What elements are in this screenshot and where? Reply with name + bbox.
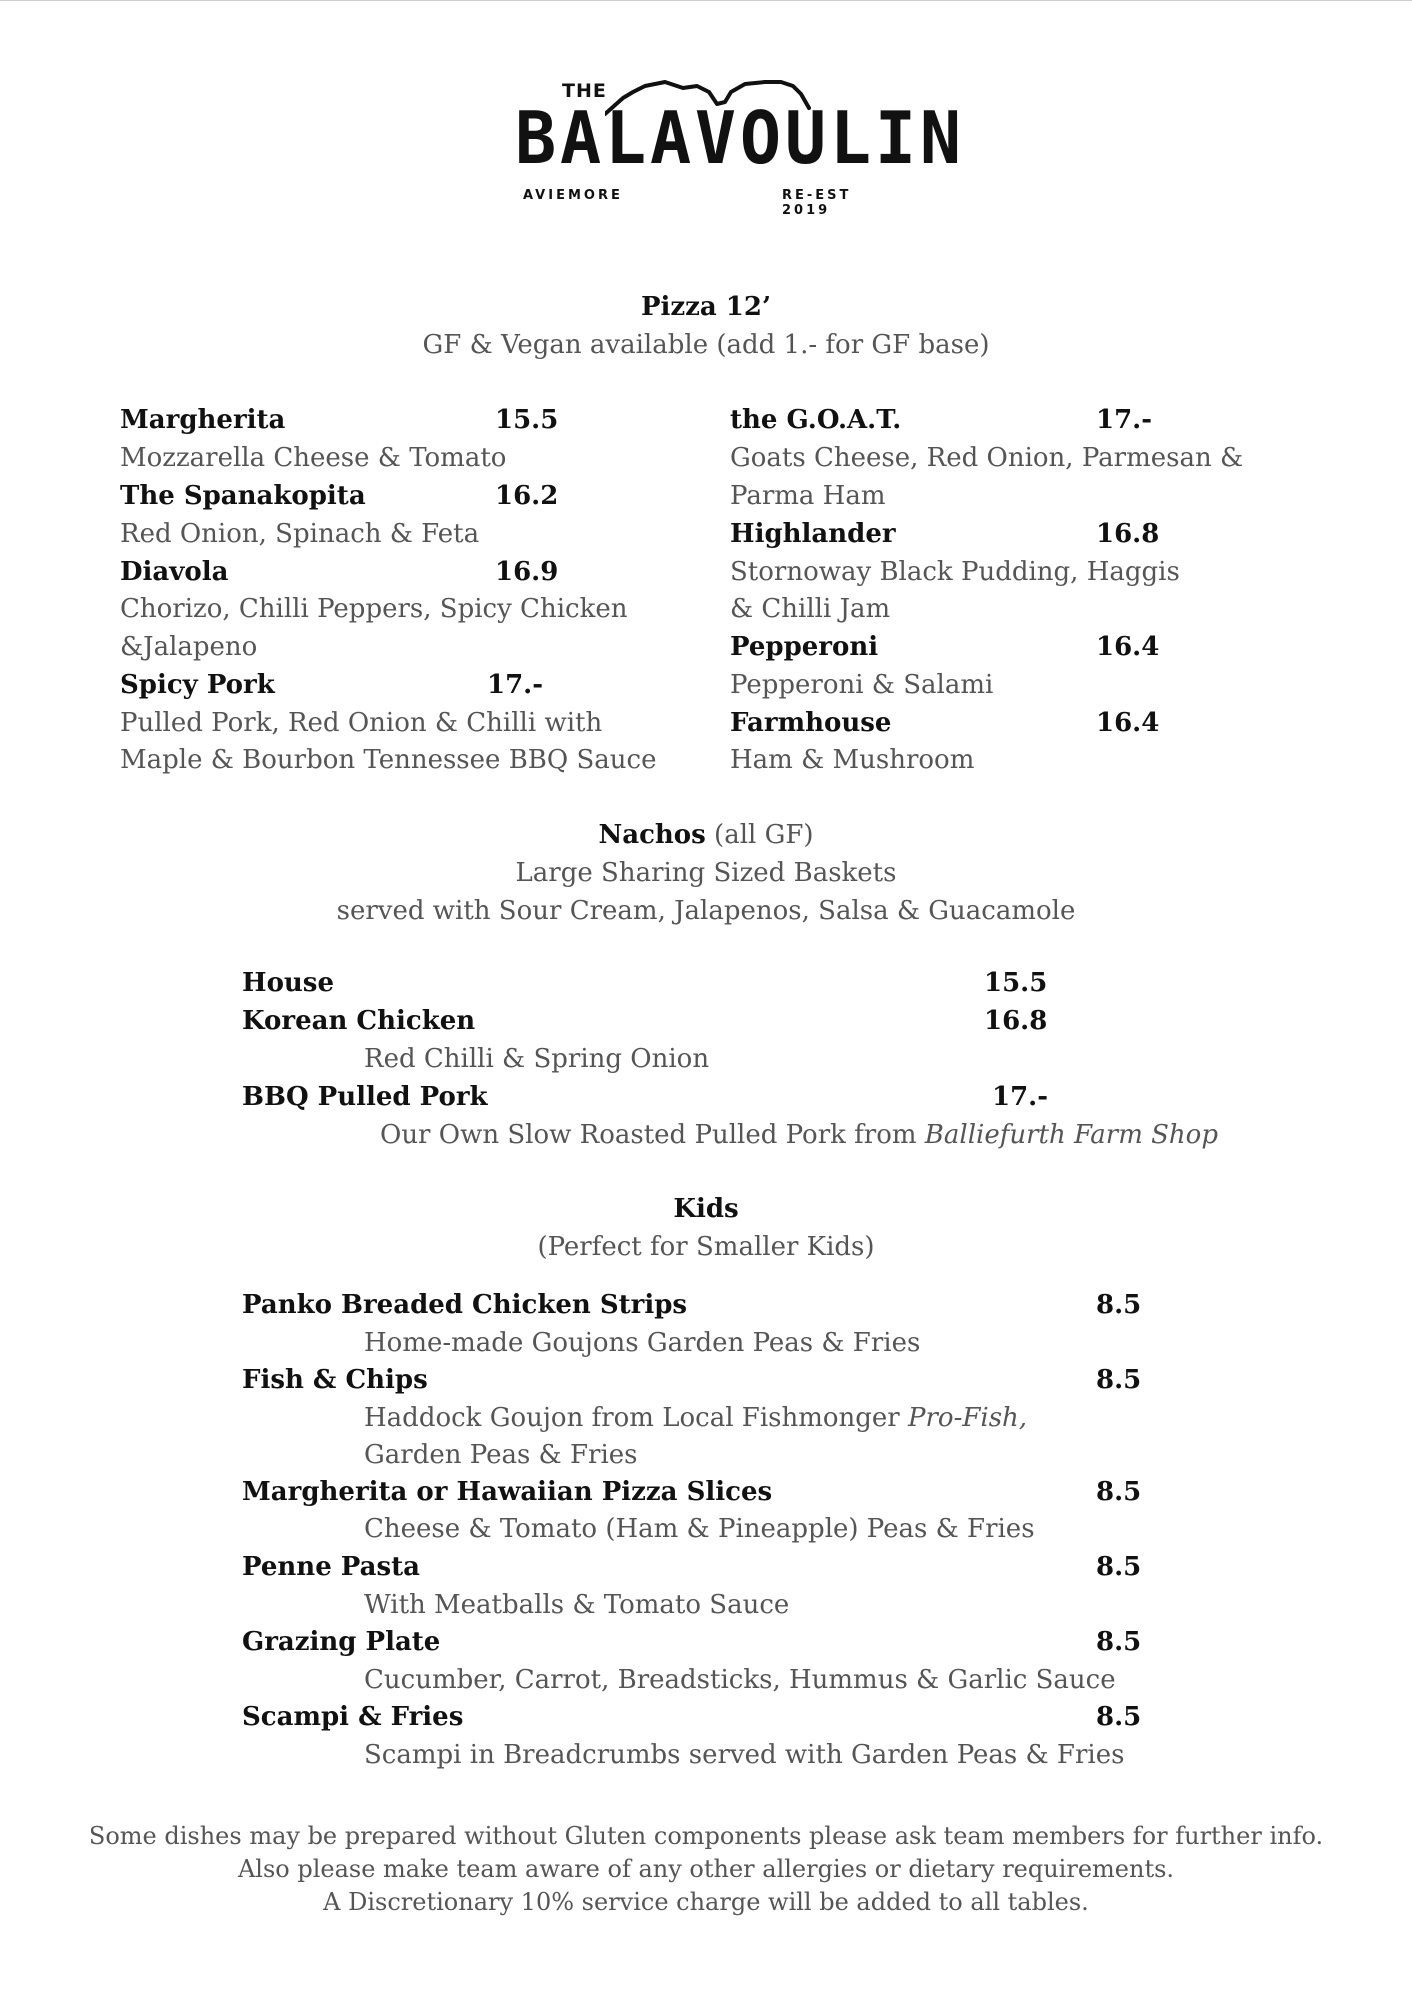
pizza-item-price: 16.8 <box>1096 519 1160 549</box>
pizza-item-desc: Chorizo, Chilli Peppers, Spicy Chicken <box>120 594 628 624</box>
nachos-title-note: (all GF) <box>714 820 814 850</box>
nachos-item-desc: Red Chilli & Spring Onion <box>364 1044 710 1074</box>
pizza-item-price: 16.9 <box>495 557 559 587</box>
pizza-item-price: 16.2 <box>495 481 559 511</box>
nachos-item-desc <box>380 1120 1218 1150</box>
fishmonger-name: Pro-Fish, <box>908 1403 1028 1433</box>
pizza-item-desc: &Jalapeno <box>120 632 258 662</box>
logo-name: BALAVOULIN <box>515 96 965 180</box>
logo-the: THE <box>562 80 607 102</box>
nachos-item-name: House <box>242 968 334 998</box>
kids-item-price: 8.5 <box>1096 1552 1142 1582</box>
kids-item-name: Panko Breaded Chicken Strips <box>242 1290 688 1320</box>
kids-item-name: Grazing Plate <box>242 1627 441 1657</box>
kids-item-desc <box>364 1403 1027 1433</box>
nachos-subtitle: Large Sharing Sized Baskets <box>515 858 897 888</box>
kids-title: Kids <box>673 1194 739 1224</box>
pizza-item-name: Spicy Pork <box>120 670 275 700</box>
farm-shop-name: Balliefurth Farm Shop <box>924 1120 1218 1150</box>
pizza-item-desc: Pulled Pork, Red Onion & Chilli with <box>120 708 603 738</box>
pizza-item-name: Farmhouse <box>730 708 892 738</box>
logo-location: AVIEMORE <box>523 188 623 203</box>
nachos-item-desc-text: Our Own Slow Roasted Pulled Pork from <box>380 1120 917 1150</box>
kids-item-name: Margherita or Hawaiian Pizza Slices <box>242 1477 773 1507</box>
kids-item-desc: With Meatballs & Tomato Sauce <box>364 1590 790 1620</box>
pizza-item-price: 16.4 <box>1096 632 1160 662</box>
kids-item-price: 8.5 <box>1096 1702 1142 1732</box>
nachos-item-price: 16.8 <box>984 1006 1048 1036</box>
kids-item-name: Fish & Chips <box>242 1365 428 1395</box>
kids-item-price: 8.5 <box>1096 1477 1142 1507</box>
pizza-item-desc: Stornoway Black Pudding, Haggis <box>730 557 1180 587</box>
nachos-subtitle: served with Sour Cream, Jalapenos, Salsa & Guacamole <box>336 896 1076 926</box>
nachos-item-price: 17.- <box>992 1082 1049 1112</box>
footer-note-allergies: Also please make team aware of any other allergies or dietary requirements. <box>237 1855 1175 1883</box>
kids-subtitle: (Perfect for Smaller Kids) <box>537 1232 875 1262</box>
pizza-item-desc: Mozzarella Cheese & Tomato <box>120 443 507 473</box>
pizza-title: Pizza 12’ <box>640 292 772 322</box>
nachos-item-price: 15.5 <box>984 968 1048 998</box>
logo-established: RE-EST 2019 <box>782 188 852 218</box>
kids-item-name: Scampi & Fries <box>242 1702 464 1732</box>
nachos-heading <box>0 820 1412 850</box>
pizza-item-desc: Parma Ham <box>730 481 886 511</box>
pizza-item-desc: Goats Cheese, Red Onion, Parmesan & <box>730 443 1244 473</box>
pizza-item-desc: Red Onion, Spinach & Feta <box>120 519 480 549</box>
pizza-item-price: 16.4 <box>1096 708 1160 738</box>
kids-item-desc: Home-made Goujons Garden Peas & Fries <box>364 1328 921 1358</box>
pizza-item-name: Highlander <box>730 519 896 549</box>
pizza-item-name: The Spanakopita <box>120 481 366 511</box>
pizza-subtitle: GF & Vegan available (add 1.- for GF base) <box>422 330 990 360</box>
pizza-item-name: Diavola <box>120 557 229 587</box>
nachos-item-name: BBQ Pulled Pork <box>242 1082 488 1112</box>
kids-item-desc: Scampi in Breadcrumbs served with Garden Peas & Fries <box>364 1740 1125 1770</box>
nachos-item-name: Korean Chicken <box>242 1006 476 1036</box>
kids-item-price: 8.5 <box>1096 1627 1142 1657</box>
pizza-item-name: the G.O.A.T. <box>730 405 902 435</box>
nachos-title: Nachos <box>598 820 706 850</box>
pizza-item-desc: Pepperoni & Salami <box>730 670 994 700</box>
pizza-item-desc: & Chilli Jam <box>730 594 891 624</box>
kids-item-desc: Cucumber, Carrot, Breadsticks, Hummus & Garlic Sauce <box>364 1665 1116 1695</box>
kids-item-desc: Garden Peas & Fries <box>364 1440 638 1470</box>
kids-item-desc: Cheese & Tomato (Ham & Pineapple) Peas & Fries <box>364 1514 1035 1544</box>
kids-item-price: 8.5 <box>1096 1290 1142 1320</box>
footer-note-gluten: Some dishes may be prepared without Gluten components please ask team members for further info. <box>88 1822 1324 1850</box>
top-rule <box>0 0 1412 1</box>
pizza-item-price: 15.5 <box>495 405 559 435</box>
pizza-item-name: Pepperoni <box>730 632 879 662</box>
logo <box>515 58 965 218</box>
kids-item-name: Penne Pasta <box>242 1552 420 1582</box>
footer-note-service-charge: A Discretionary 10% service charge will be added to all tables. <box>323 1888 1089 1916</box>
pizza-item-name: Margherita <box>120 405 286 435</box>
pizza-item-price: 17.- <box>487 670 544 700</box>
pizza-item-desc: Ham & Mushroom <box>730 745 975 775</box>
pizza-item-desc: Maple & Bourbon Tennessee BBQ Sauce <box>120 745 657 775</box>
pizza-item-price: 17.- <box>1096 405 1153 435</box>
kids-item-price: 8.5 <box>1096 1365 1142 1395</box>
kids-item-desc-text: Haddock Goujon from Local Fishmonger <box>364 1403 900 1433</box>
